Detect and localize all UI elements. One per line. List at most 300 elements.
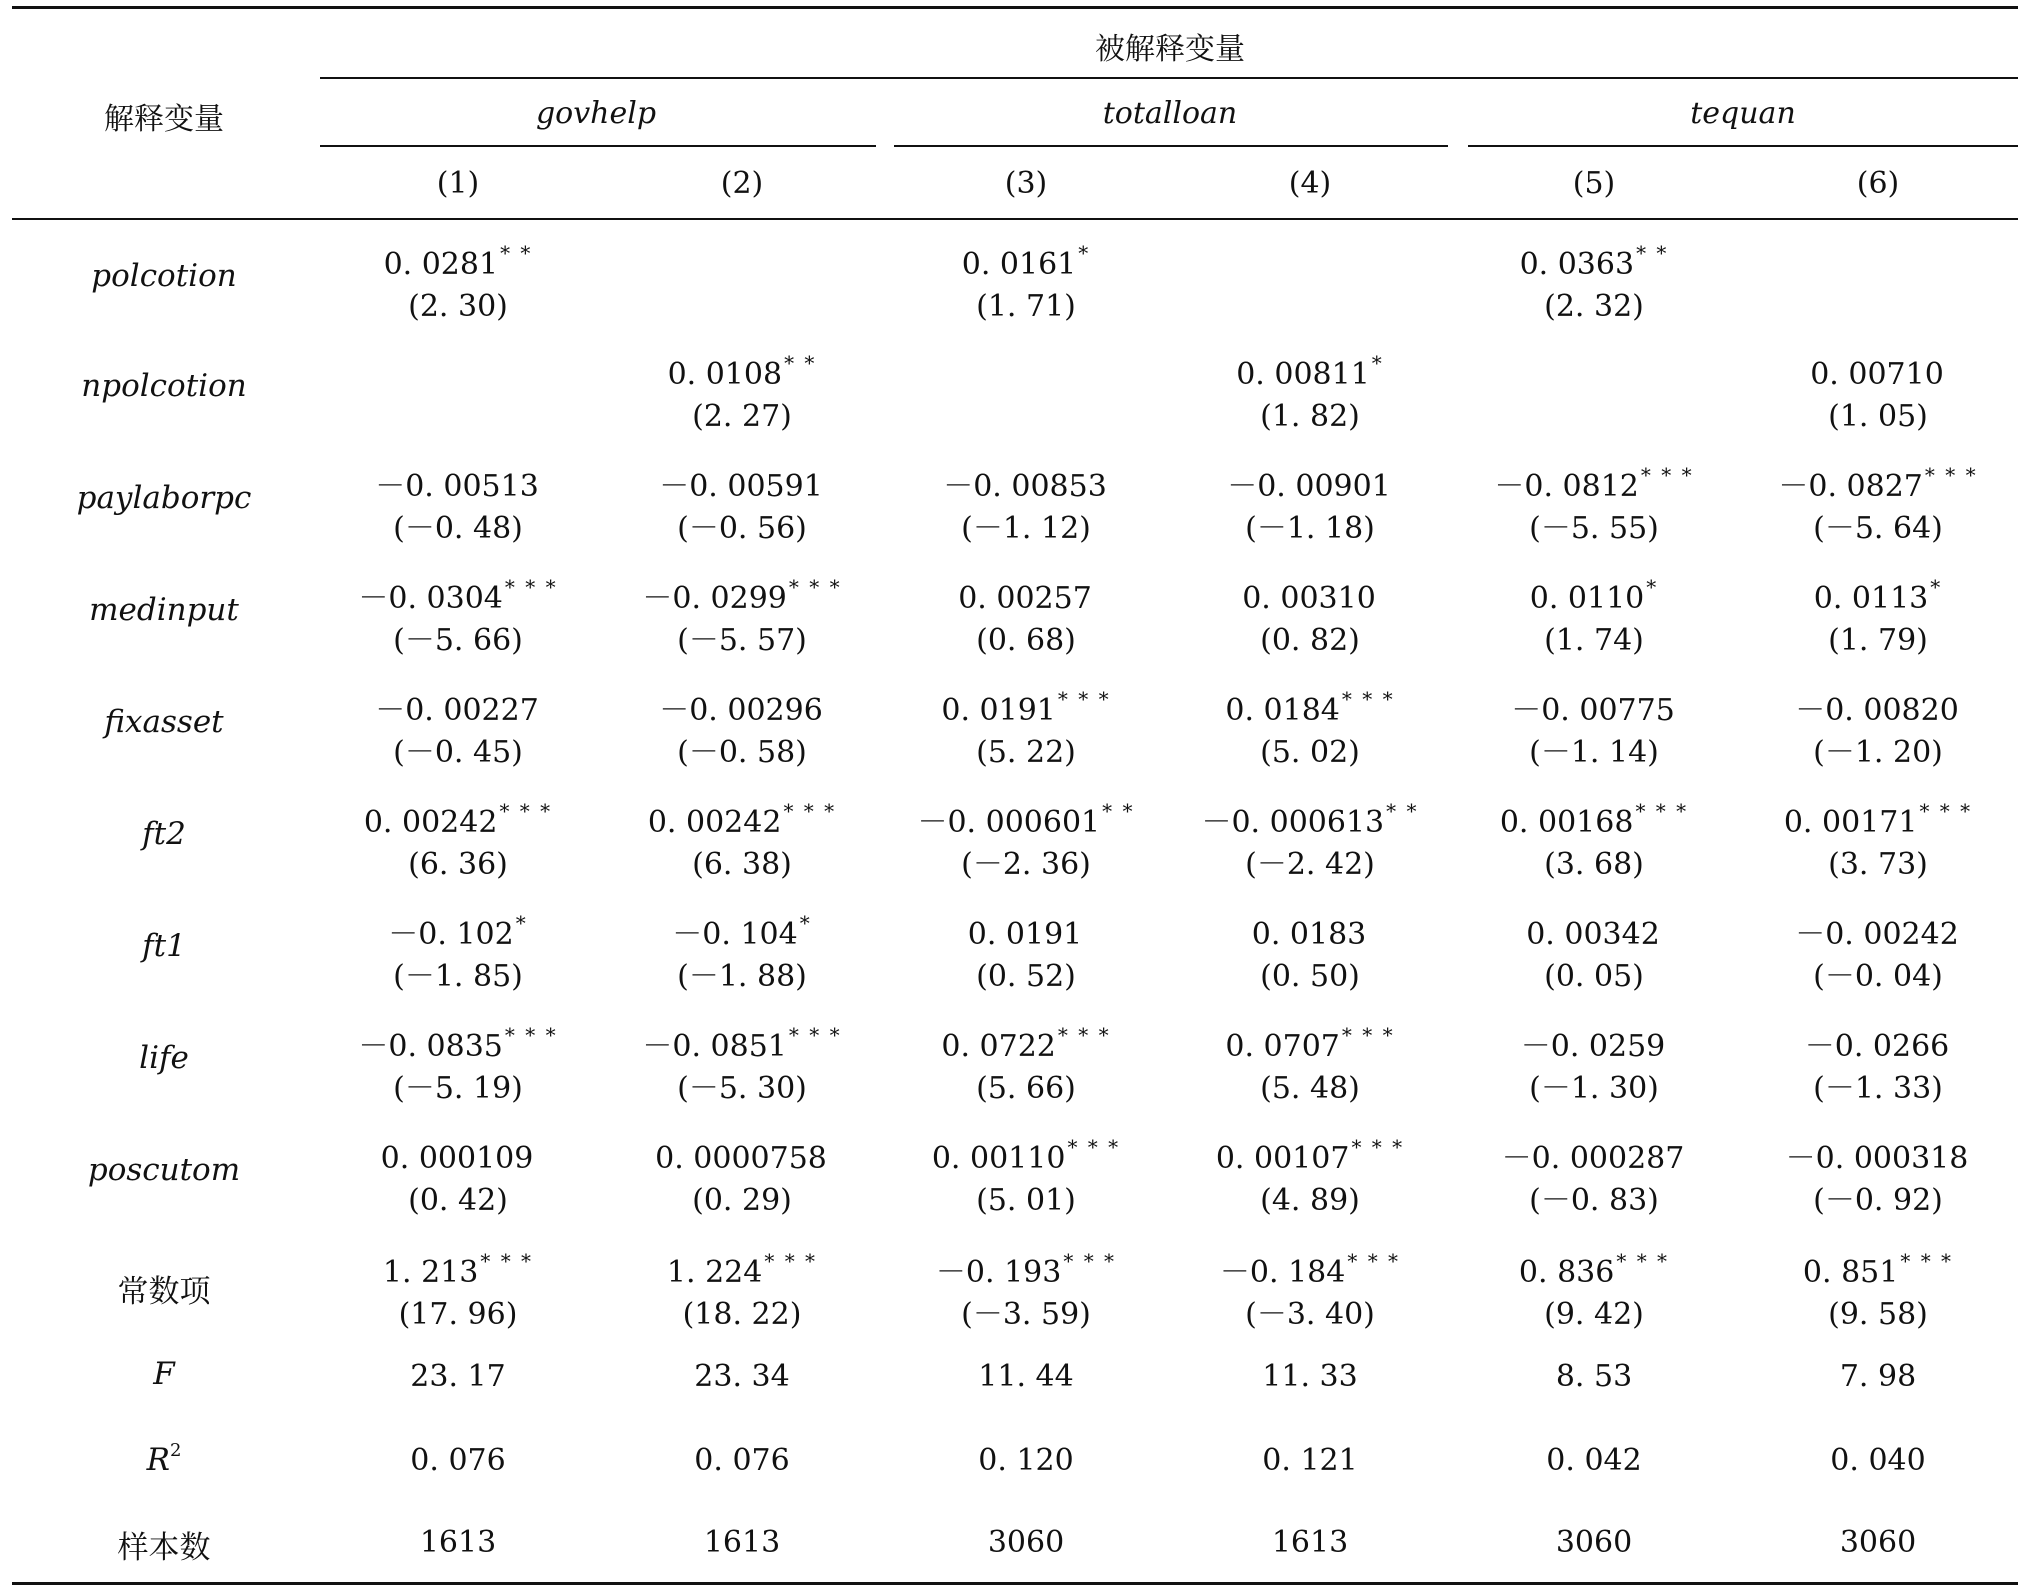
coefficient-value: 0. 00242 <box>363 805 498 840</box>
table-cell <box>602 342 882 438</box>
significance-stars: * * * <box>1900 1249 1954 1273</box>
significance-stars: * <box>1646 575 1659 599</box>
significance-stars: * <box>1371 351 1384 375</box>
table-cell <box>1738 790 2018 886</box>
stat-label-text: F <box>153 1356 175 1392</box>
coefficient-line <box>1738 1240 2018 1294</box>
stat-value: 3060 <box>1839 1525 1917 1560</box>
coefficient-value: －0. 00775 <box>1511 693 1675 728</box>
stat-value: 0. 120 <box>978 1443 1074 1478</box>
significance-stars: * * * <box>504 575 558 599</box>
coefficient-line <box>886 678 1166 732</box>
t-statistic: (－1. 20) <box>1813 735 1943 770</box>
table-cell <box>1170 1126 1450 1222</box>
coefficient-line <box>318 790 598 844</box>
coefficient-value: －0. 00227 <box>375 693 539 728</box>
coefficient-line <box>886 902 1166 956</box>
table-cell <box>318 342 598 396</box>
coefficient-value: 0. 0722 <box>941 1029 1056 1064</box>
t-statistic: (1. 05) <box>1828 399 1928 434</box>
row-label: poscutom <box>87 1152 241 1188</box>
t-statistic: (－1. 18) <box>1245 511 1375 546</box>
t-statistic: (－0. 83) <box>1529 1183 1659 1218</box>
coefficient-value: 0. 0363 <box>1519 247 1635 282</box>
coefficient-line <box>1454 342 1734 396</box>
table-cell <box>1738 232 2018 286</box>
column-number-5: (5) <box>1572 166 1616 201</box>
coefficient-value: －0. 00591 <box>659 469 823 504</box>
coefficient-value: －0. 104 <box>672 917 798 952</box>
t-statistic: (0. 68) <box>976 623 1076 658</box>
coefficient-value: －0. 193 <box>935 1255 1062 1290</box>
significance-stars: * * * <box>1616 1249 1670 1273</box>
coefficient-value: 1. 213 <box>382 1255 479 1290</box>
bottom-rule <box>12 1582 2018 1585</box>
column-number-4: (4) <box>1288 166 1332 201</box>
coefficient-line <box>318 1240 598 1294</box>
t-statistic: (0. 42) <box>408 1183 508 1218</box>
coefficient-value: －0. 102 <box>388 917 514 952</box>
coefficient-value: －0. 0259 <box>1520 1029 1666 1064</box>
stat-label <box>14 1356 314 1392</box>
row-header-label: 解释变量 <box>104 102 224 137</box>
coefficient-line <box>1170 790 1450 844</box>
coefficient-value: 0. 0191 <box>941 693 1056 728</box>
t-statistic: (－0. 04) <box>1813 959 1943 994</box>
coefficient-line <box>1454 454 1734 508</box>
coefficient-line <box>1738 232 2018 286</box>
stat-value: 0. 042 <box>1546 1443 1642 1478</box>
coefficient-line <box>886 566 1166 620</box>
t-statistic: (6. 36) <box>408 847 508 882</box>
table-cell <box>602 1014 882 1110</box>
coefficient-value: 0. 00310 <box>1242 581 1376 616</box>
table-cell <box>1454 454 1734 550</box>
coefficient-value: 0. 00811 <box>1236 357 1370 392</box>
t-statistic: (1. 82) <box>1260 399 1360 434</box>
coefficient-value: 0. 0281 <box>383 247 499 282</box>
table-cell <box>1454 678 1734 774</box>
table-cell <box>886 566 1166 662</box>
t-statistic: (0. 52) <box>976 959 1076 994</box>
significance-stars: * * * <box>783 799 837 823</box>
t-statistic: (0. 82) <box>1260 623 1360 658</box>
t-statistic: (－5. 57) <box>677 623 807 658</box>
stat-value: 1613 <box>1271 1525 1349 1560</box>
t-statistic: (2. 32) <box>1544 289 1644 324</box>
coefficient-line <box>1454 1014 1734 1068</box>
stat-value: 23. 34 <box>694 1359 790 1394</box>
significance-stars: * <box>799 911 812 935</box>
t-statistic: (－1. 33) <box>1813 1071 1943 1106</box>
table-cell <box>1170 1240 1450 1336</box>
table-cell <box>602 678 882 774</box>
significance-stars: * <box>515 911 528 935</box>
coefficient-line <box>602 1240 882 1294</box>
coefficient-value: 0. 00168 <box>1499 805 1634 840</box>
coefficient-value: 0. 00257 <box>958 581 1092 616</box>
t-statistic: (0. 29) <box>692 1183 792 1218</box>
coefficient-line <box>318 678 598 732</box>
table-cell <box>318 232 598 328</box>
t-statistic: (－5. 30) <box>677 1071 807 1106</box>
group-rule-tequan <box>1468 145 2018 147</box>
stat-label-text: R <box>146 1442 170 1478</box>
top-rule <box>12 6 2018 9</box>
coefficient-value: 0. 0707 <box>1225 1029 1340 1064</box>
coefficient-value: 0. 0183 <box>1251 917 1367 952</box>
row-label: fixasset <box>104 704 224 740</box>
stat-label <box>14 1522 314 1567</box>
coefficient-value: 0. 00107 <box>1215 1141 1350 1176</box>
row-label: 常数项 <box>117 1274 211 1310</box>
coefficient-value: －0. 0266 <box>1804 1029 1950 1064</box>
coefficient-line <box>602 454 882 508</box>
significance-stars: * * * <box>1351 1135 1405 1159</box>
table-cell <box>886 454 1166 550</box>
table-cell <box>1170 454 1450 550</box>
table-cell <box>318 790 598 886</box>
significance-stars: * * * <box>1063 1249 1117 1273</box>
coefficient-line <box>602 678 882 732</box>
group-label-totalloan: totalloan <box>1102 96 1238 131</box>
stat-value: 7. 98 <box>1839 1359 1917 1394</box>
coefficient-value: －0. 00853 <box>943 469 1107 504</box>
coefficient-line <box>886 342 1166 396</box>
table-cell <box>318 1126 598 1222</box>
coefficient-value: －0. 000613 <box>1201 805 1385 840</box>
coefficient-line <box>318 342 598 396</box>
table-cell <box>318 566 598 662</box>
coefficient-line <box>602 342 882 396</box>
t-statistic: (5. 01) <box>976 1183 1076 1218</box>
table-cell <box>1454 1240 1734 1336</box>
table-cell <box>1454 790 1734 886</box>
coefficient-line <box>318 1014 598 1068</box>
significance-stars: * * * <box>1924 463 1978 487</box>
table-cell <box>1738 902 2018 998</box>
significance-stars: * * * <box>499 799 553 823</box>
t-statistic: (－0. 92) <box>1813 1183 1943 1218</box>
significance-stars: * <box>1078 241 1091 265</box>
coefficient-value: 0. 00171 <box>1783 805 1918 840</box>
table-cell <box>1738 678 2018 774</box>
coefficient-value: 0. 0110 <box>1529 581 1645 616</box>
significance-stars: * * * <box>788 1023 842 1047</box>
table-cell <box>886 342 1166 396</box>
stat-value: 0. 121 <box>1262 1443 1358 1478</box>
coefficient-value: 0. 000109 <box>380 1141 534 1176</box>
coefficient-line <box>1170 342 1450 396</box>
coefficient-line <box>1170 1014 1450 1068</box>
group-rule-totalloan <box>894 145 1448 147</box>
table-cell <box>886 678 1166 774</box>
coefficient-value: 0. 00342 <box>1526 917 1660 952</box>
significance-stars: * * * <box>1341 687 1395 711</box>
table-cell <box>602 902 882 998</box>
table-cell <box>1170 790 1450 886</box>
coefficient-value: －0. 00242 <box>1795 917 1959 952</box>
table-cell <box>1454 902 1734 998</box>
coefficient-line <box>318 454 598 508</box>
stat-value: 0. 040 <box>1830 1443 1926 1478</box>
t-statistic: (0. 50) <box>1260 959 1360 994</box>
row-label: life <box>139 1040 189 1076</box>
coefficient-value: 1. 224 <box>666 1255 763 1290</box>
coefficient-value: －0. 000601 <box>917 805 1101 840</box>
coefficient-value: －0. 000287 <box>1501 1141 1685 1176</box>
header-bottom-rule <box>12 218 2018 220</box>
table-cell <box>1170 678 1450 774</box>
coefficient-line <box>1170 454 1450 508</box>
significance-stars: * * * <box>1057 1023 1111 1047</box>
t-statistic: (－0. 45) <box>393 735 523 770</box>
t-statistic: (－1. 12) <box>961 511 1091 546</box>
stat-value: 1613 <box>703 1525 781 1560</box>
significance-stars: * * * <box>504 1023 558 1047</box>
coefficient-line <box>602 902 882 956</box>
stat-value: 0. 076 <box>410 1443 506 1478</box>
table-cell <box>886 790 1166 886</box>
significance-stars: * * * <box>1067 1135 1121 1159</box>
table-cell <box>602 454 882 550</box>
coefficient-value: －0. 0851 <box>642 1029 787 1064</box>
stat-value: 11. 33 <box>1262 1359 1358 1394</box>
t-statistic: (－5. 66) <box>393 623 523 658</box>
coefficient-value: －0. 0812 <box>1494 469 1639 504</box>
coefficient-line <box>1738 902 2018 956</box>
coefficient-value: －0. 00820 <box>1795 693 1959 728</box>
t-statistic: (3. 73) <box>1828 847 1928 882</box>
table-cell <box>1738 1014 2018 1110</box>
coefficient-line <box>1738 1126 2018 1180</box>
significance-stars: * * <box>1386 799 1419 823</box>
significance-stars: * * <box>1102 799 1135 823</box>
stat-value: 1613 <box>419 1525 497 1560</box>
coefficient-value: 0. 0113 <box>1813 581 1929 616</box>
coefficient-line <box>602 232 882 286</box>
t-statistic: (5. 22) <box>976 735 1076 770</box>
t-statistic: (9. 58) <box>1828 1297 1928 1332</box>
coefficient-line <box>1170 566 1450 620</box>
coefficient-value: 0. 00110 <box>931 1141 1066 1176</box>
coefficient-value: －0. 00901 <box>1227 469 1391 504</box>
t-statistic: (－0. 58) <box>677 735 807 770</box>
stat-value: 8. 53 <box>1555 1359 1633 1394</box>
coefficient-value: 0. 0108 <box>667 357 783 392</box>
table-cell <box>1170 566 1450 662</box>
stat-value: 3060 <box>987 1525 1065 1560</box>
header-rule-1 <box>320 77 2018 79</box>
table-cell <box>886 902 1166 998</box>
significance-stars: * * <box>784 351 817 375</box>
table-cell <box>602 566 882 662</box>
column-number-1: (1) <box>436 166 480 201</box>
table-cell <box>318 1014 598 1110</box>
coefficient-value: －0. 000318 <box>1785 1141 1969 1176</box>
t-statistic: (－3. 40) <box>1245 1297 1375 1332</box>
significance-stars: * <box>1930 575 1943 599</box>
coefficient-line <box>318 902 598 956</box>
table-cell <box>1170 232 1450 286</box>
table-cell <box>1738 566 2018 662</box>
column-number-3: (3) <box>1004 166 1048 201</box>
table-cell <box>886 1126 1166 1222</box>
t-statistic: (6. 38) <box>692 847 792 882</box>
significance-stars: * * * <box>788 575 842 599</box>
t-statistic: (－1. 85) <box>393 959 523 994</box>
table-cell <box>602 790 882 886</box>
significance-stars: * * * <box>1347 1249 1401 1273</box>
coefficient-line <box>886 1240 1166 1294</box>
coefficient-line <box>886 790 1166 844</box>
coefficient-line <box>1170 1240 1450 1294</box>
table-cell <box>602 1126 882 1222</box>
significance-stars: * * * <box>1919 799 1973 823</box>
coefficient-line <box>1738 566 2018 620</box>
t-statistic: (5. 66) <box>976 1071 1076 1106</box>
t-statistic: (－1. 14) <box>1529 735 1659 770</box>
table-cell <box>1454 342 1734 396</box>
row-label: polcotion <box>91 258 237 294</box>
row-label: paylaborpc <box>76 480 252 516</box>
coefficient-value: 0. 836 <box>1518 1255 1615 1290</box>
coefficient-line <box>1170 678 1450 732</box>
t-statistic: (9. 42) <box>1544 1297 1644 1332</box>
group-label-tequan: tequan <box>1690 96 1796 131</box>
coefficient-line <box>886 1126 1166 1180</box>
table-cell <box>1738 1240 2018 1336</box>
stat-label-superscript: 2 <box>169 1440 182 1461</box>
table-cell <box>318 902 598 998</box>
stat-value: 0. 076 <box>694 1443 790 1478</box>
coefficient-line <box>1454 1240 1734 1294</box>
table-cell <box>318 454 598 550</box>
coefficient-line <box>1454 1126 1734 1180</box>
t-statistic: (4. 89) <box>1260 1183 1360 1218</box>
coefficient-line <box>886 454 1166 508</box>
coefficient-value: 0. 00242 <box>647 805 782 840</box>
table-cell <box>1738 342 2018 438</box>
t-statistic: (2. 27) <box>692 399 792 434</box>
table-cell <box>1454 232 1734 328</box>
coefficient-value: 0. 0191 <box>967 917 1083 952</box>
coefficient-line <box>318 566 598 620</box>
stat-label-text: 样本数 <box>117 1530 211 1566</box>
t-statistic: (－0. 48) <box>393 511 523 546</box>
table-cell <box>318 678 598 774</box>
significance-stars: * * * <box>1640 463 1694 487</box>
coefficient-line <box>1170 902 1450 956</box>
table-cell <box>886 1014 1166 1110</box>
coefficient-line <box>1738 454 2018 508</box>
coefficient-line <box>602 790 882 844</box>
stat-value: 23. 17 <box>410 1359 506 1394</box>
coefficient-line <box>1170 1126 1450 1180</box>
coefficient-line <box>1454 232 1734 286</box>
t-statistic: (－5. 55) <box>1529 511 1659 546</box>
t-statistic: (－1. 88) <box>677 959 807 994</box>
coefficient-line <box>602 566 882 620</box>
t-statistic: (0. 05) <box>1544 959 1644 994</box>
t-statistic: (2. 30) <box>408 289 508 324</box>
table-cell <box>318 1240 598 1336</box>
coefficient-value: 0. 0161 <box>961 247 1077 282</box>
row-label: medinput <box>89 592 239 628</box>
table-cell <box>886 232 1166 328</box>
significance-stars: * * <box>500 241 533 265</box>
t-statistic: (1. 71) <box>976 289 1076 324</box>
table-cell <box>1738 1126 2018 1222</box>
t-statistic: (1. 74) <box>1544 623 1644 658</box>
t-statistic: (18. 22) <box>682 1297 802 1332</box>
significance-stars: * * * <box>764 1249 818 1273</box>
coefficient-line <box>1738 678 2018 732</box>
table-cell <box>1454 1014 1734 1110</box>
coefficient-value: 0. 851 <box>1802 1255 1899 1290</box>
t-statistic: (－5. 64) <box>1813 511 1943 546</box>
coefficient-value: －0. 00296 <box>659 693 823 728</box>
coefficient-value: －0. 0827 <box>1778 469 1923 504</box>
t-statistic: (－3. 59) <box>961 1297 1091 1332</box>
coefficient-line <box>886 1014 1166 1068</box>
t-statistic: (5. 48) <box>1260 1071 1360 1106</box>
t-statistic: (－5. 19) <box>393 1071 523 1106</box>
dependent-variable-header: 被解释变量 <box>1095 32 1245 67</box>
coefficient-line <box>1454 902 1734 956</box>
stat-label <box>14 1440 314 1478</box>
table-cell <box>602 232 882 286</box>
coefficient-value: －0. 0299 <box>642 581 787 616</box>
coefficient-value: －0. 0304 <box>358 581 503 616</box>
table-cell <box>1170 1014 1450 1110</box>
table-cell <box>1454 1126 1734 1222</box>
coefficient-line <box>1454 678 1734 732</box>
significance-stars: * * * <box>480 1249 534 1273</box>
table-cell <box>1170 902 1450 998</box>
column-number-6: (6) <box>1856 166 1900 201</box>
coefficient-line <box>602 1014 882 1068</box>
table-cell <box>1170 342 1450 438</box>
t-statistic: (－1. 30) <box>1529 1071 1659 1106</box>
coefficient-line <box>1454 790 1734 844</box>
coefficient-line <box>602 1126 882 1180</box>
t-statistic: (5. 02) <box>1260 735 1360 770</box>
row-label: ft1 <box>142 928 186 964</box>
coefficient-line <box>1170 232 1450 286</box>
coefficient-line <box>1738 342 2018 396</box>
coefficient-value: －0. 184 <box>1219 1255 1346 1290</box>
coefficient-line <box>1454 566 1734 620</box>
row-label: ft2 <box>142 816 186 852</box>
coefficient-line <box>318 1126 598 1180</box>
coefficient-line <box>1738 1014 2018 1068</box>
row-label: npolcotion <box>81 368 247 404</box>
t-statistic: (17. 96) <box>398 1297 518 1332</box>
significance-stars: * * * <box>1635 799 1689 823</box>
coefficient-value: －0. 0835 <box>358 1029 503 1064</box>
stat-value: 11. 44 <box>978 1359 1074 1394</box>
coefficient-value: 0. 0000758 <box>655 1141 827 1176</box>
t-statistic: (－2. 36) <box>961 847 1091 882</box>
coefficient-value: 0. 0184 <box>1225 693 1340 728</box>
significance-stars: * * * <box>1057 687 1111 711</box>
table-cell <box>1738 454 2018 550</box>
table-cell <box>602 1240 882 1336</box>
t-statistic: (－0. 56) <box>677 511 807 546</box>
coefficient-value: 0. 00710 <box>1810 357 1944 392</box>
table-cell <box>1454 566 1734 662</box>
